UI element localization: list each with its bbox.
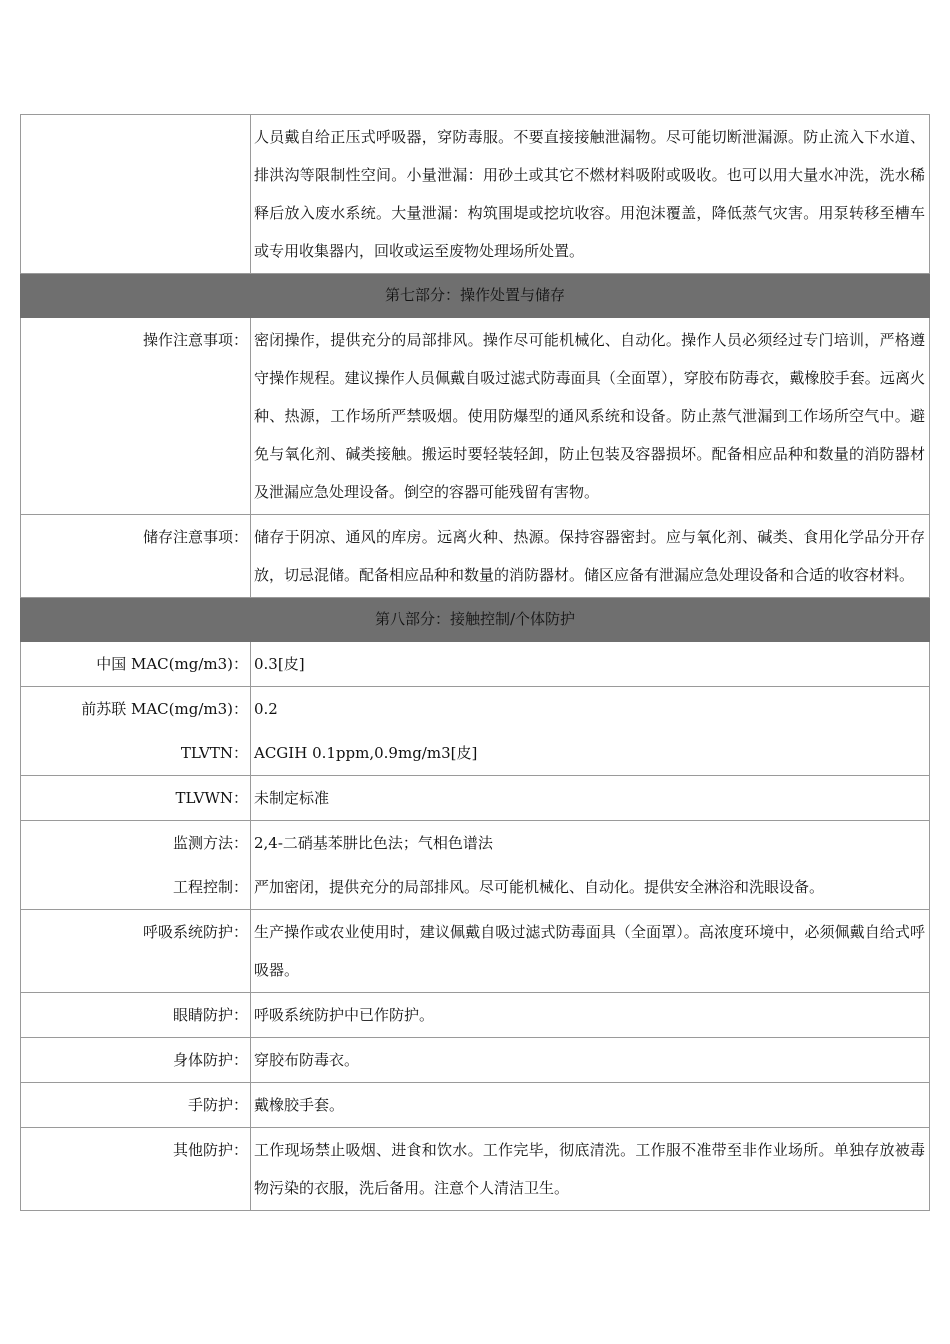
section7-title: 第七部分：操作处置与储存: [21, 274, 930, 318]
section7-header-row: [21, 274, 930, 318]
tlvtn-label: TLVTN：: [180, 744, 248, 762]
monitor-label: 监测方法：: [172, 834, 248, 852]
leak-continuation-label-cell: [21, 115, 251, 274]
monitor-value: 2,4-二硝基苯肼比色法；气相色谱法: [254, 834, 493, 852]
leak-continuation-row: [21, 115, 930, 274]
hand-value: 戴橡胶手套。: [251, 1083, 930, 1128]
china-mac-label: 中国 MAC(mg/m3)：: [21, 642, 251, 687]
monitor-engineering-row: [21, 821, 930, 910]
ussr-mac-label: 前苏联 MAC(mg/m3)：: [81, 700, 248, 718]
ussr-mac-tlvtn-labels: [21, 687, 251, 776]
respiratory-label: 呼吸系统防护：: [21, 910, 251, 993]
handling-row: [21, 318, 930, 515]
china-mac-value: 0.3[皮]: [251, 642, 930, 687]
msds-table: [20, 114, 930, 1211]
respiratory-value: 生产操作或农业使用时，建议佩戴自吸过滤式防毒面具（全面罩）。高浓度环境中，必须佩戴自给式呼吸器。: [251, 910, 930, 993]
body-label: 身体防护：: [21, 1038, 251, 1083]
china-mac-row: [21, 642, 930, 687]
other-value: 工作现场禁止吸烟、进食和饮水。工作完毕，彻底清洗。工作服不准带至非作业场所。单独存放被毒物污染的衣服，洗后备用。注意个人清洁卫生。: [251, 1128, 930, 1211]
storage-text: 储存于阴凉、通风的库房。远离火种、热源。保持容器密封。应与氧化剂、碱类、食用化学品分开存放，切忌混储。配备相应品种和数量的消防器材。储区应备有泄漏应急处理设备和合适的收容材料。: [251, 515, 930, 598]
section8-header-row: [21, 598, 930, 642]
engineering-value: 严加密闭，提供充分的局部排风。尽可能机械化、自动化。提供安全淋浴和洗眼设备。: [254, 878, 825, 896]
storage-label: 储存注意事项：: [21, 515, 251, 598]
handling-label: 操作注意事项：: [21, 318, 251, 515]
other-row: [21, 1128, 930, 1211]
body-value: 穿胶布防毒衣。: [251, 1038, 930, 1083]
leak-continuation-text: 人员戴自给正压式呼吸器，穿防毒服。不要直接接触泄漏物。尽可能切断泄漏源。防止流入下水道、排洪沟等限制性空间。小量泄漏：用砂土或其它不燃材料吸附或吸收。也可以用大量水冲洗，洗水稀释后放入废水系统。大量泄漏：构筑围堤或挖坑收容。用泡沫覆盖，降低蒸气灾害。用泵转移至槽车或专用收集器内，回收或运至废物处理场所处置。: [251, 115, 930, 274]
hand-row: [21, 1083, 930, 1128]
monitor-engineering-labels: [21, 821, 251, 910]
eye-value: 呼吸系统防护中已作防护。: [251, 993, 930, 1038]
engineering-label: 工程控制：: [172, 878, 248, 896]
tlvwn-row: [21, 776, 930, 821]
ussr-mac-value: 0.2: [254, 700, 278, 718]
ussr-mac-tlvtn-values: [251, 687, 930, 776]
other-label: 其他防护：: [21, 1128, 251, 1211]
body-row: [21, 1038, 930, 1083]
eye-row: [21, 993, 930, 1038]
tlvtn-value: ACGIH 0.1ppm,0.9mg/m3[皮]: [254, 744, 478, 762]
respiratory-row: [21, 910, 930, 993]
tlvwn-value: 未制定标准: [251, 776, 930, 821]
monitor-engineering-values: [251, 821, 930, 910]
tlvwn-label: TLVWN：: [21, 776, 251, 821]
ussr-mac-tlvtn-row: [21, 687, 930, 776]
eye-label: 眼睛防护：: [21, 993, 251, 1038]
handling-text: 密闭操作，提供充分的局部排风。操作尽可能机械化、自动化。操作人员必须经过专门培训，严格遵守操作规程。建议操作人员佩戴自吸过滤式防毒面具（全面罩），穿胶布防毒衣，戴橡胶手套。远离火种、热源，工作场所严禁吸烟。使用防爆型的通风系统和设备。防止蒸气泄漏到工作场所空气中。避免与氧化剂、碱类接触。搬运时要轻装轻卸，防止包装及容器损坏。配备相应品种和数量的消防器材及泄漏应急处理设备。倒空的容器可能残留有害物。: [251, 318, 930, 515]
storage-row: [21, 515, 930, 598]
hand-label: 手防护：: [21, 1083, 251, 1128]
section8-title: 第八部分：接触控制/个体防护: [21, 598, 930, 642]
